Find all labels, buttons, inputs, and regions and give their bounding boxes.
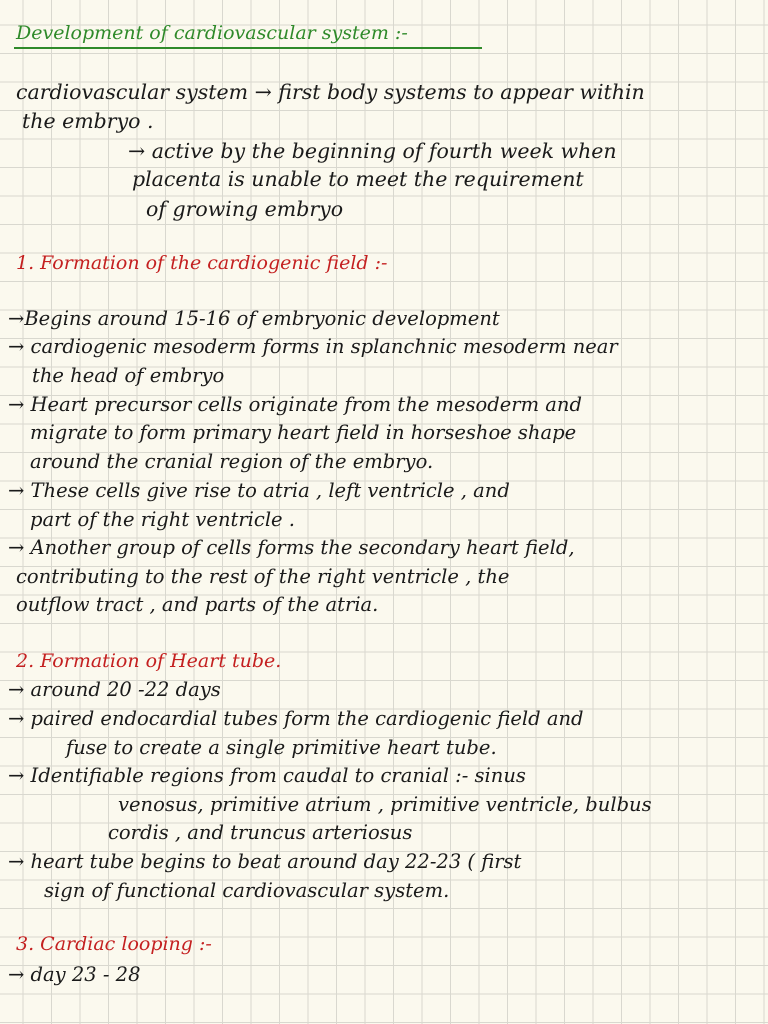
section-1-line: outflow tract , and parts of the atria. [16, 593, 379, 616]
section-2-line: cordis , and truncus arteriosus [108, 821, 413, 844]
section-1-line: part of the right ventricle . [30, 508, 295, 531]
section-1-line: the head of embryo [32, 364, 225, 387]
intro-line-5: of growing embryo [146, 197, 344, 221]
section-1-line: →Begins around 15-16 of embryonic development [8, 307, 500, 330]
section-2-heading: 2. Formation of Heart tube. [16, 650, 282, 672]
section-1-heading: 1. Formation of the cardiogenic field :- [16, 252, 388, 274]
section-3-line: → day 23 - 28 [8, 963, 141, 986]
section-1-line: around the cranial region of the embryo. [30, 450, 434, 473]
section-2-line: → paired endocardial tubes form the cardiogenic field and [8, 707, 584, 730]
section-1-line: migrate to form primary heart field in horseshoe shape [30, 421, 577, 444]
page-title: Development of cardiovascular system :- [16, 22, 408, 44]
section-1-line: → Another group of cells forms the secondary heart field, [8, 536, 575, 559]
section-2-line: venosus, primitive atrium , primitive ventricle, bulbus [118, 793, 652, 816]
intro-line-3: → active by the beginning of fourth week when [128, 139, 617, 163]
intro-line-4: placenta is unable to meet the requirement [132, 167, 584, 191]
section-2-line: sign of functional cardiovascular system. [44, 879, 450, 902]
section-1-line: → These cells give rise to atria , left ventricle , and [8, 479, 510, 502]
title-underline [14, 47, 482, 49]
section-1-line: → Heart precursor cells originate from the mesoderm and [8, 393, 582, 416]
section-2-line: → around 20 -22 days [8, 678, 221, 701]
section-1-line: contributing to the rest of the right ventricle , the [16, 565, 510, 588]
section-2-line: → Identifiable regions from caudal to cranial :- sinus [8, 764, 526, 787]
intro-line-1: cardiovascular system → first body systems to appear within [16, 80, 645, 104]
section-3-heading: 3. Cardiac looping :- [16, 933, 212, 955]
section-2-line: fuse to create a single primitive heart tube. [66, 736, 497, 759]
section-2-line: → heart tube begins to beat around day 22-23 ( first [8, 850, 522, 873]
section-1-line: → cardiogenic mesoderm forms in splanchnic mesoderm near [8, 335, 618, 358]
intro-line-2: the embryo . [22, 109, 154, 133]
